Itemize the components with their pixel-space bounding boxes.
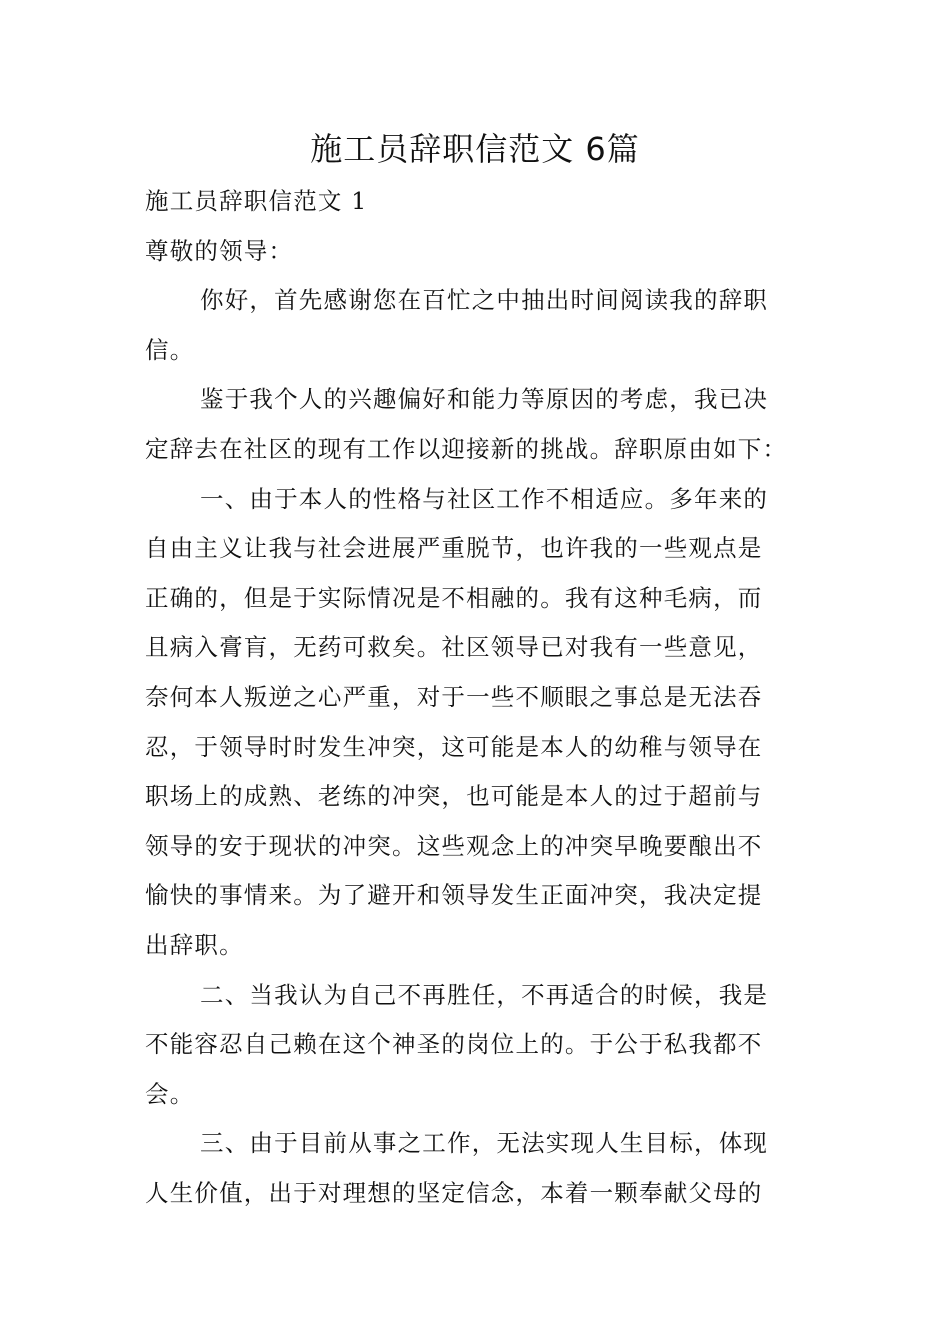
text-line: 不能容忍自己赖在这个神圣的岗位上的。于公于私我都不: [145, 1030, 763, 1059]
text-line: 一、由于本人的性格与社区工作不相适应。多年来的: [200, 484, 769, 513]
text-line: 人生价值，出于对理想的坚定信念，本着一颗奉献父母的: [145, 1178, 763, 1207]
text-line: 尊敬的领导：: [145, 236, 294, 265]
text-line: 鉴于我个人的兴趣偏好和能力等原因的考虑，我已决: [200, 385, 769, 414]
text-line: 愉快的事情来。为了避开和领导发生正面冲突，我决定提: [145, 881, 763, 910]
text-line: 会。: [145, 1079, 195, 1108]
text-line: 领导的安于现状的冲突。这些观念上的冲突早晚要酿出不: [145, 831, 763, 860]
text-line: 施工员辞职信范文 1: [145, 187, 368, 215]
text-line: 奈何本人叛逆之心严重，对于一些不顺眼之事总是无法吞: [145, 682, 763, 711]
document-body: [145, 177, 807, 1218]
text-line: 正确的，但是于实际情况是不相融的。我有这种毛病，而: [145, 583, 763, 612]
text-line: 你好，首先感谢您在百忙之中抽出时间阅读我的辞职: [200, 286, 769, 315]
text-line: 三、由于目前从事之工作，无法实现人生目标，体现: [200, 1129, 769, 1158]
text-line: 出辞职。: [145, 930, 244, 959]
document-title: 施工员辞职信范文 6篇: [310, 130, 640, 168]
text-line: 定辞去在社区的现有工作以迎接新的挑战。辞职原由如下：: [145, 434, 788, 463]
text-line: 且病入膏肓，无药可救矣。社区领导已对我有一些意见，: [145, 633, 763, 662]
text-line: 信。: [145, 335, 195, 364]
text-line: 自由主义让我与社会进展严重脱节，也许我的一些观点是: [145, 534, 763, 563]
text-line: 二、当我认为自己不再胜任，不再适合的时候，我是: [200, 980, 769, 1009]
text-line: 职场上的成熟、老练的冲突，也可能是本人的过于超前与: [145, 782, 763, 811]
text-line: 忍，于领导时时发生冲突，这可能是本人的幼稚与领导在: [145, 732, 763, 761]
